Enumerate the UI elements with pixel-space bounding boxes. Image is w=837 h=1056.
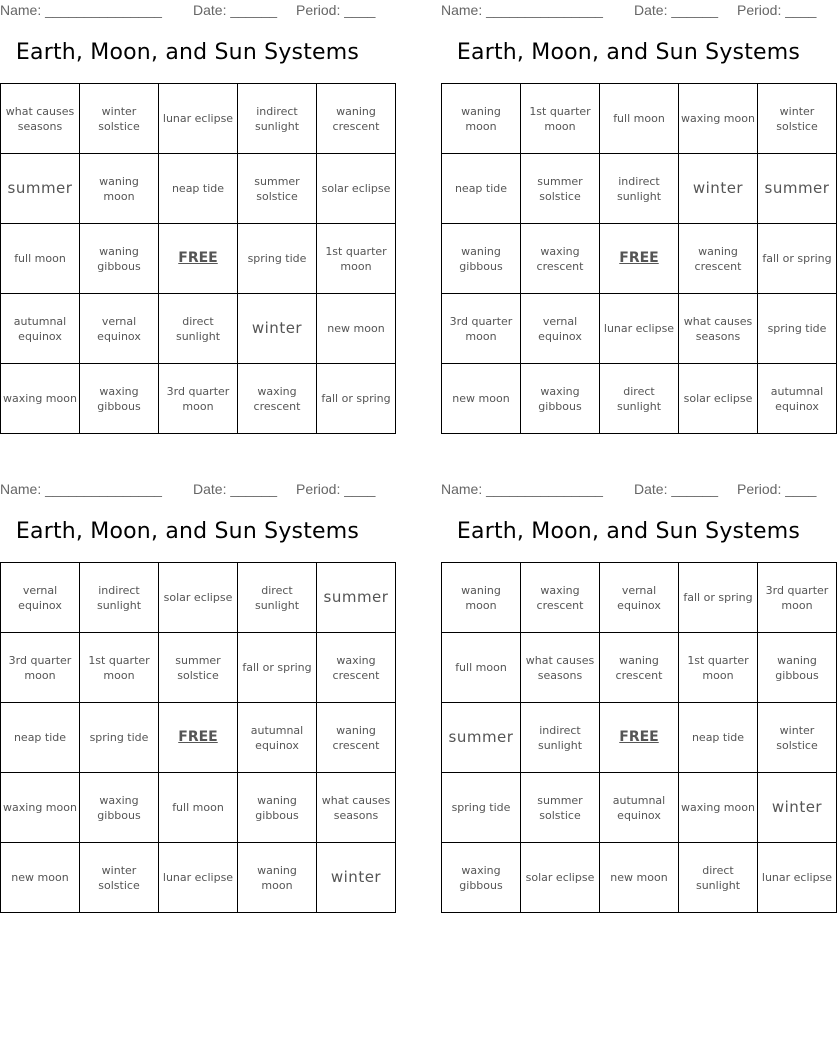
card-header bbox=[441, 479, 816, 501]
bingo-cell: autumnal equinox bbox=[758, 364, 837, 434]
period-field-label: Period: ____ bbox=[296, 2, 376, 18]
grid-row bbox=[1, 84, 396, 154]
bingo-cell: waning moon bbox=[238, 843, 317, 913]
bingo-cell: autumnal equinox bbox=[1, 294, 80, 364]
bingo-cell: lunar eclipse bbox=[758, 843, 837, 913]
bingo-cell: neap tide bbox=[159, 154, 238, 224]
card-title: Earth, Moon, and Sun Systems bbox=[456, 40, 801, 65]
period-field-label: Period: ____ bbox=[737, 2, 817, 18]
bingo-cell: waxing gibbous bbox=[80, 364, 159, 434]
bingo-cell: vernal equinox bbox=[80, 294, 159, 364]
bingo-cell: 1st quarter moon bbox=[80, 633, 159, 703]
name-field-label: Name: _______________ bbox=[0, 2, 162, 18]
bingo-cell: 3rd quarter moon bbox=[159, 364, 238, 434]
grid-row bbox=[442, 773, 837, 843]
grid-row bbox=[1, 633, 396, 703]
bingo-cell: direct sunlight bbox=[679, 843, 758, 913]
grid-row bbox=[1, 294, 396, 364]
grid-row bbox=[442, 294, 837, 364]
free-space: FREE bbox=[159, 703, 238, 773]
bingo-cell: summer solstice bbox=[238, 154, 317, 224]
bingo-card-1 bbox=[0, 0, 391, 413]
free-space: FREE bbox=[600, 224, 679, 294]
bingo-cell: waning gibbous bbox=[758, 633, 837, 703]
bingo-cell: 3rd quarter moon bbox=[758, 563, 837, 633]
date-field-label: Date: ______ bbox=[193, 2, 278, 18]
card-header bbox=[441, 0, 816, 22]
bingo-cell: full moon bbox=[600, 84, 679, 154]
bingo-cell: solar eclipse bbox=[159, 563, 238, 633]
bingo-cell: summer bbox=[758, 154, 837, 224]
grid-row bbox=[1, 364, 396, 434]
bingo-cell: winter bbox=[758, 773, 837, 843]
free-space: FREE bbox=[159, 224, 238, 294]
date-field-label: Date: ______ bbox=[634, 481, 719, 497]
grid-row bbox=[442, 703, 837, 773]
bingo-cell: autumnal equinox bbox=[600, 773, 679, 843]
card-header bbox=[0, 0, 375, 22]
card-title: Earth, Moon, and Sun Systems bbox=[15, 519, 360, 544]
bingo-cell: waxing gibbous bbox=[442, 843, 521, 913]
bingo-cell: waning gibbous bbox=[238, 773, 317, 843]
free-space: FREE bbox=[600, 703, 679, 773]
bingo-grid bbox=[0, 83, 396, 434]
grid-row bbox=[1, 773, 396, 843]
bingo-cell: 1st quarter moon bbox=[521, 84, 600, 154]
bingo-cell: direct sunlight bbox=[600, 364, 679, 434]
bingo-cell: waxing crescent bbox=[521, 224, 600, 294]
bingo-cell: winter solstice bbox=[758, 84, 837, 154]
grid-row bbox=[442, 563, 837, 633]
bingo-cell: waxing gibbous bbox=[521, 364, 600, 434]
grid-row bbox=[1, 843, 396, 913]
period-field-label: Period: ____ bbox=[296, 481, 376, 497]
bingo-cell: fall or spring bbox=[317, 364, 396, 434]
bingo-cell: neap tide bbox=[442, 154, 521, 224]
grid-row bbox=[1, 154, 396, 224]
grid-row bbox=[1, 703, 396, 773]
bingo-card-2 bbox=[441, 0, 832, 413]
bingo-cell: new moon bbox=[317, 294, 396, 364]
bingo-cell: 1st quarter moon bbox=[679, 633, 758, 703]
grid-row bbox=[442, 224, 837, 294]
date-field-label: Date: ______ bbox=[193, 481, 278, 497]
bingo-cell: waxing crescent bbox=[238, 364, 317, 434]
bingo-cell: waning crescent bbox=[317, 703, 396, 773]
bingo-cell: autumnal equinox bbox=[238, 703, 317, 773]
bingo-cell: waning moon bbox=[80, 154, 159, 224]
bingo-cell: what causes seasons bbox=[1, 84, 80, 154]
bingo-cell: summer bbox=[317, 563, 396, 633]
grid-row bbox=[442, 364, 837, 434]
grid-row bbox=[442, 843, 837, 913]
bingo-cell: waning moon bbox=[442, 563, 521, 633]
grid-row bbox=[1, 563, 396, 633]
card-header bbox=[0, 479, 375, 501]
bingo-cell: full moon bbox=[442, 633, 521, 703]
bingo-cell: winter solstice bbox=[758, 703, 837, 773]
bingo-cell: waning crescent bbox=[600, 633, 679, 703]
bingo-cell: winter bbox=[238, 294, 317, 364]
bingo-cell: waxing moon bbox=[679, 84, 758, 154]
bingo-cell: solar eclipse bbox=[317, 154, 396, 224]
bingo-cell: lunar eclipse bbox=[159, 84, 238, 154]
bingo-cell: what causes seasons bbox=[317, 773, 396, 843]
period-field-label: Period: ____ bbox=[737, 481, 817, 497]
bingo-cell: summer bbox=[1, 154, 80, 224]
bingo-cell: waxing crescent bbox=[521, 563, 600, 633]
bingo-cell: vernal equinox bbox=[1, 563, 80, 633]
bingo-cell: waxing moon bbox=[679, 773, 758, 843]
grid-row bbox=[1, 224, 396, 294]
bingo-cell: direct sunlight bbox=[159, 294, 238, 364]
grid-row bbox=[442, 84, 837, 154]
bingo-cell: 3rd quarter moon bbox=[442, 294, 521, 364]
bingo-cell: solar eclipse bbox=[521, 843, 600, 913]
bingo-cell: indirect sunlight bbox=[521, 703, 600, 773]
bingo-cell: summer bbox=[442, 703, 521, 773]
bingo-cell: waning crescent bbox=[679, 224, 758, 294]
bingo-card-4 bbox=[441, 479, 833, 892]
bingo-cell: indirect sunlight bbox=[238, 84, 317, 154]
bingo-cell: full moon bbox=[1, 224, 80, 294]
name-field-label: Name: _______________ bbox=[441, 2, 603, 18]
bingo-cell: 1st quarter moon bbox=[317, 224, 396, 294]
bingo-cell: new moon bbox=[1, 843, 80, 913]
bingo-cell: neap tide bbox=[1, 703, 80, 773]
bingo-cell: lunar eclipse bbox=[600, 294, 679, 364]
bingo-cell: waning gibbous bbox=[442, 224, 521, 294]
bingo-cell: lunar eclipse bbox=[159, 843, 238, 913]
bingo-cell: waxing gibbous bbox=[80, 773, 159, 843]
bingo-cell: summer solstice bbox=[521, 154, 600, 224]
bingo-cell: indirect sunlight bbox=[600, 154, 679, 224]
bingo-cell: waxing crescent bbox=[317, 633, 396, 703]
bingo-cell: vernal equinox bbox=[521, 294, 600, 364]
bingo-cell: spring tide bbox=[238, 224, 317, 294]
bingo-cell: what causes seasons bbox=[679, 294, 758, 364]
bingo-cell: what causes seasons bbox=[521, 633, 600, 703]
bingo-cell: spring tide bbox=[80, 703, 159, 773]
bingo-cell: full moon bbox=[159, 773, 238, 843]
bingo-cell: new moon bbox=[600, 843, 679, 913]
bingo-cell: neap tide bbox=[679, 703, 758, 773]
card-title: Earth, Moon, and Sun Systems bbox=[456, 519, 801, 544]
bingo-cell: winter solstice bbox=[80, 843, 159, 913]
bingo-cell: winter solstice bbox=[80, 84, 159, 154]
bingo-grid bbox=[441, 83, 837, 434]
card-title: Earth, Moon, and Sun Systems bbox=[15, 40, 360, 65]
bingo-cell: waxing moon bbox=[1, 773, 80, 843]
bingo-cell: solar eclipse bbox=[679, 364, 758, 434]
bingo-cell: waning gibbous bbox=[80, 224, 159, 294]
bingo-cell: waning crescent bbox=[317, 84, 396, 154]
bingo-card-3 bbox=[0, 479, 391, 892]
bingo-cell: summer solstice bbox=[521, 773, 600, 843]
bingo-grid bbox=[441, 562, 837, 913]
bingo-cell: winter bbox=[679, 154, 758, 224]
bingo-cell: summer solstice bbox=[159, 633, 238, 703]
bingo-cell: vernal equinox bbox=[600, 563, 679, 633]
bingo-cell: 3rd quarter moon bbox=[1, 633, 80, 703]
bingo-cell: waxing moon bbox=[1, 364, 80, 434]
date-field-label: Date: ______ bbox=[634, 2, 719, 18]
bingo-cell: waning moon bbox=[442, 84, 521, 154]
grid-row bbox=[442, 154, 837, 224]
grid-row bbox=[442, 633, 837, 703]
bingo-cell: spring tide bbox=[442, 773, 521, 843]
name-field-label: Name: _______________ bbox=[441, 481, 603, 497]
bingo-cell: fall or spring bbox=[238, 633, 317, 703]
bingo-cell: winter bbox=[317, 843, 396, 913]
bingo-cell: fall or spring bbox=[758, 224, 837, 294]
name-field-label: Name: _______________ bbox=[0, 481, 162, 497]
bingo-cell: spring tide bbox=[758, 294, 837, 364]
bingo-cell: new moon bbox=[442, 364, 521, 434]
bingo-cell: fall or spring bbox=[679, 563, 758, 633]
bingo-cell: indirect sunlight bbox=[80, 563, 159, 633]
bingo-grid bbox=[0, 562, 396, 913]
bingo-cell: direct sunlight bbox=[238, 563, 317, 633]
